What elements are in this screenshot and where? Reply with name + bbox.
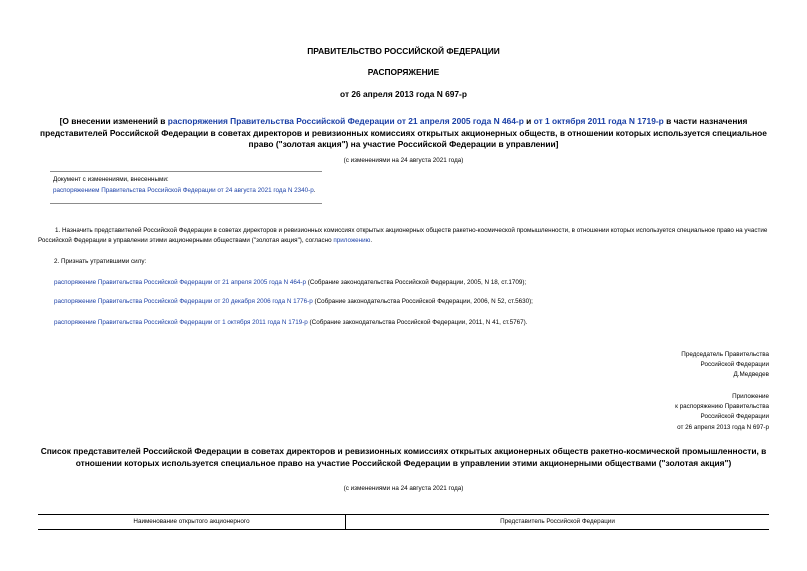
repealed-item — [54, 319, 528, 326]
paragraph-2: 2. Признать утратившими силу: — [54, 258, 147, 265]
representatives-table — [38, 514, 769, 530]
amend-box-bottom-rule — [50, 203, 322, 204]
paragraph-1-after: . — [370, 237, 373, 245]
repealed-link[interactable]: распоряжение Правительства Российской Федерации от 20 декабря 2006 года N 1776-р — [54, 298, 313, 305]
appendix-date: от 26 апреля 2013 года N 697-р — [677, 423, 769, 431]
table-header-representative: Представитель Российской Федерации — [500, 518, 615, 525]
changes-note-2: (с изменениями на 24 августа 2021 года) — [343, 485, 464, 492]
paragraph-1 — [38, 226, 768, 247]
appendix-block — [675, 392, 769, 433]
signature-name: Д.Медведев — [733, 371, 769, 379]
repealed-item — [54, 279, 526, 286]
document-type-heading: РАСПОРЯЖЕНИЕ — [367, 67, 440, 77]
changes-note: (с изменениями на 24 августа 2021 года) — [343, 157, 464, 164]
signature-title: Председатель Правительства — [681, 351, 769, 358]
appendix-country: Российской Федерации — [700, 413, 769, 421]
repealed-item — [54, 298, 533, 305]
title-text-part3: в части назначения представителей Российской Федерации в советах директоров и ревизионных комиссиях открытых акционерных обществ, в отношении которых используется специальное право ("золотая акция") на участие Российской Федерации в управлении] — [40, 116, 767, 150]
title-link-464r[interactable]: распоряжения Правительства Российской Федерации от 21 апреля 2005 года N 464-р — [167, 116, 524, 126]
amend-link-after: . — [313, 187, 316, 194]
repealed-source: (Собрание законодательства Российской Федерации, 2005, N 18, ст.1709); — [306, 279, 527, 286]
title-text-part2: и — [523, 116, 534, 126]
title-text-part1: [О внесении изменений в — [59, 116, 168, 126]
repealed-link[interactable]: распоряжение Правительства Российской Федерации от 21 апреля 2005 года N 464-р — [54, 279, 306, 286]
repealed-link[interactable]: распоряжение Правительства Российской Федерации от 1 октября 2011 года N 1719-р — [54, 319, 308, 326]
appendix-ref: к распоряжению Правительства — [675, 403, 769, 411]
amend-box-entry — [53, 187, 315, 194]
paragraph-1-text: 1. Назначить представителей Российской Федерации в советах директоров и ревизионных комиссиях открытых акционерных обществ ракетно-космической промышленности, в отношении которых используется специальное право на участие Российской Федерации в управлении этими акционерными обществами ("золотая акция"), согласно — [38, 227, 768, 245]
government-heading: ПРАВИТЕЛЬСТВО РОССИЙСКОЙ ФЕДЕРАЦИИ — [307, 46, 500, 56]
signature-block — [681, 350, 769, 381]
title-link-1719r[interactable]: от 1 октября 2011 года N 1719-р — [533, 116, 664, 126]
appendix-link[interactable]: приложению — [333, 237, 371, 245]
signature-country: Российской Федерации — [700, 361, 769, 369]
document-date-number: от 26 апреля 2013 года N 697-р — [340, 89, 467, 99]
repealed-source: (Собрание законодательства Российской Федерации, 2011, N 41, ст.5767). — [307, 319, 528, 326]
appendix-label: Приложение — [732, 393, 769, 400]
amend-link-2340r[interactable]: распоряжением Правительства Российской Федерации от 24 августа 2021 года N 2340-р — [53, 187, 314, 194]
list-title: Список представителей Российской Федерации в советах директоров и ревизионных комиссиях открытых акционерных обществ ракетно-космической промышленности, в отношении которых используется специальное право на участие Российской Федерации в управлении этими акционерными обществами ("золотая акция") — [40, 446, 767, 468]
amend-box-label: Документ с изменениями, внесенными: — [53, 176, 169, 183]
table-header-company: Наименование открытого акционерного — [133, 518, 250, 525]
repealed-source: (Собрание законодательства Российской Федерации, 2006, N 52, ст.5630); — [312, 298, 533, 305]
amend-box-top-rule — [50, 171, 322, 172]
document-title — [38, 116, 769, 151]
